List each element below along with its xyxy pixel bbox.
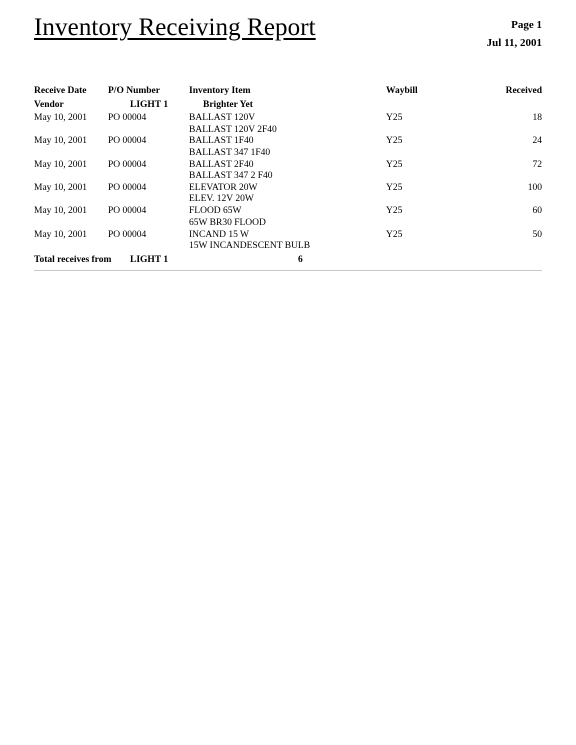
waybill-cell: Y25 [386, 113, 403, 123]
table-row [0, 112, 576, 124]
waybill-cell: Y25 [386, 182, 403, 193]
page-number: Page 1 [511, 19, 542, 31]
received-cell: 60 [532, 206, 542, 217]
item-description-cell: 15W INCANDESCENT BULB [189, 241, 311, 251]
total-label: Total receives from [34, 254, 112, 265]
received-cell: 72 [532, 159, 542, 170]
waybill-cell: Y25 [386, 136, 403, 147]
vendor-code: LIGHT 1 [130, 100, 169, 110]
received-cell: 50 [532, 229, 542, 240]
po-number-cell: PO 00004 [108, 136, 147, 147]
receive-date-cell: May 10, 2001 [34, 229, 88, 240]
po-number-cell: PO 00004 [108, 229, 147, 240]
table-row-description [0, 240, 576, 252]
column-header-row [0, 85, 576, 97]
report-date: Jul 11, 2001 [486, 37, 542, 49]
received-cell: 18 [532, 113, 542, 123]
total-count: 6 [298, 254, 303, 265]
inventory-item-cell: INCAND 15 W [189, 229, 249, 240]
waybill-cell: Y25 [386, 159, 403, 170]
item-description-cell: BALLAST 120V 2F40 [189, 124, 277, 135]
receive-date-cell: May 10, 2001 [34, 113, 88, 123]
table-row-description [0, 170, 576, 182]
waybill-cell: Y25 [386, 229, 403, 240]
receive-date-cell: May 10, 2001 [34, 182, 88, 193]
vendor-row [0, 99, 576, 111]
footer-divider [34, 270, 542, 271]
column-header-inventory-item: Inventory Item [189, 86, 251, 96]
inventory-item-cell: ELEVATOR 20W [189, 182, 258, 193]
item-description-cell: BALLAST 347 1F40 [189, 147, 271, 158]
item-description-cell: ELEV. 12V 20W [189, 194, 254, 205]
received-cell: 100 [527, 182, 542, 193]
inventory-item-cell: BALLAST 1F40 [189, 136, 254, 147]
item-description-cell: 65W BR30 FLOOD [189, 217, 266, 228]
po-number-cell: PO 00004 [108, 159, 147, 170]
column-header-received: Received [505, 86, 542, 96]
report-title: Inventory Receiving Report [34, 14, 316, 41]
table-row-description [0, 217, 576, 229]
table-row-description [0, 193, 576, 205]
receive-date-cell: May 10, 2001 [34, 206, 88, 217]
column-header-waybill: Waybill [386, 86, 418, 96]
inventory-item-cell: FLOOD 65W [189, 206, 242, 217]
table-row-description [0, 124, 576, 136]
item-description-cell: BALLAST 347 2 F40 [189, 171, 273, 182]
po-number-cell: PO 00004 [108, 113, 147, 123]
table-row [0, 229, 576, 241]
total-vendor: LIGHT 1 [130, 254, 169, 265]
column-header-receive-date: Receive Date [34, 86, 87, 96]
total-row [0, 254, 576, 266]
vendor-label: Vendor [34, 100, 64, 110]
vendor-name: Brighter Yet [203, 100, 253, 110]
table-row-description [0, 147, 576, 159]
table-row [0, 159, 576, 171]
receive-date-cell: May 10, 2001 [34, 159, 88, 170]
po-number-cell: PO 00004 [108, 206, 147, 217]
inventory-item-cell: BALLAST 120V [189, 113, 256, 123]
column-header-po-number: P/O Number [108, 86, 160, 96]
receive-date-cell: May 10, 2001 [34, 136, 88, 147]
page-info [487, 16, 542, 52]
received-cell: 24 [532, 136, 542, 147]
table-row [0, 182, 576, 194]
inventory-item-cell: BALLAST 2F40 [189, 159, 254, 170]
po-number-cell: PO 00004 [108, 182, 147, 193]
table-row [0, 135, 576, 147]
table-row [0, 205, 576, 217]
waybill-cell: Y25 [386, 206, 403, 217]
